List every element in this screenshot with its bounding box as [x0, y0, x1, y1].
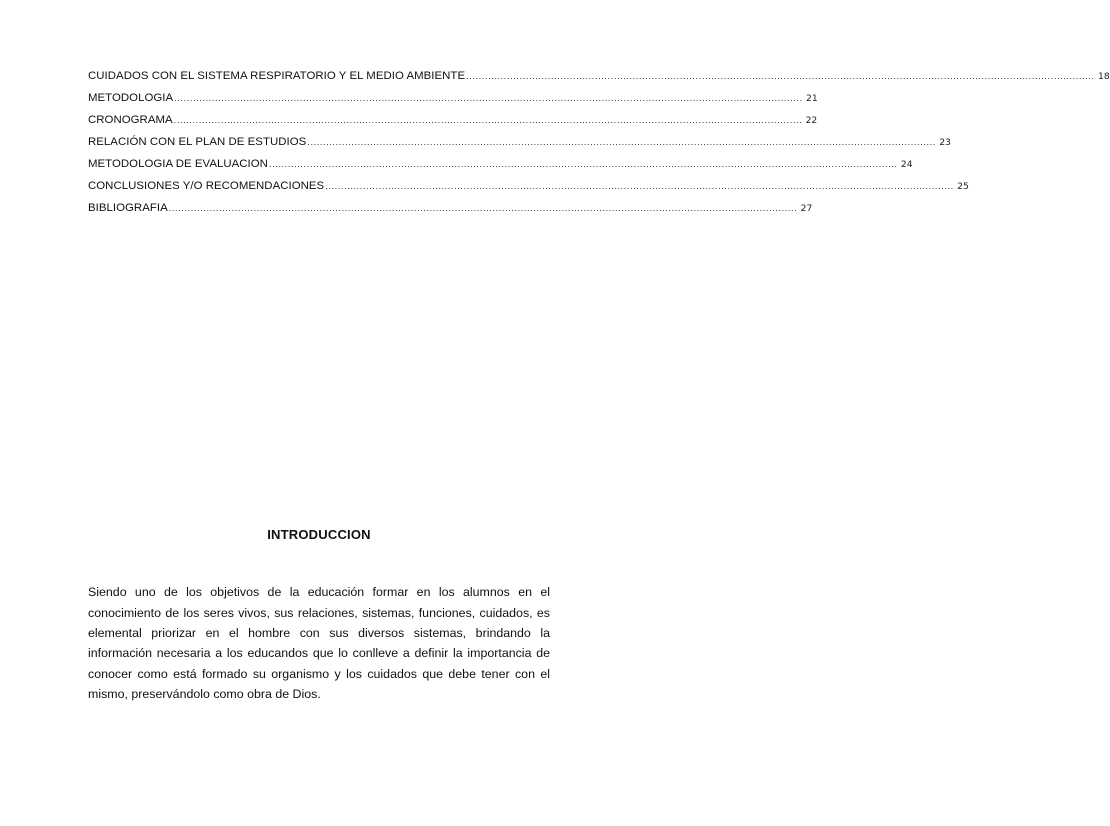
- toc-entry-title: RELACIÓN CON EL PLAN DE ESTUDIOS: [88, 136, 307, 148]
- introduction-paragraph: Siendo uno de los objetivos de la educación formar en los alumnos en el conocimiento de los seres vivos, sus relaciones, sistemas, funciones, cuidados, es elemental priorizar en el hombre con sus diversos sistemas, brindando la información necesaria a los educandos que lo conlleve a definir la importancia de conocer como está formado su organismo y los cuidados que debe tener con el mismo, preservándolo como obra de Dios.: [88, 585, 550, 701]
- toc-entry: [88, 180, 969, 202]
- toc-entry-title: METODOLOGIA DE EVALUACION: [88, 158, 268, 170]
- toc-leader-dots: ........................................................................................................................................................................................................: [268, 160, 898, 169]
- toc-entry-page: 25: [957, 181, 969, 192]
- toc-entry: [88, 92, 818, 114]
- toc-entry-page: 18: [1097, 71, 1110, 82]
- toc-leader-dots: ........................................................................................................................................................................................................: [307, 138, 936, 147]
- toc-entry-title: CRONOGRAMA: [88, 114, 173, 126]
- toc-leader-dots: ........................................................................................................................................................................................................: [168, 204, 798, 213]
- toc-entry-page: 22: [805, 115, 818, 126]
- table-of-contents: [88, 70, 1110, 224]
- toc-entry-title: CUIDADOS CON EL SISTEMA RESPIRATORIO Y EL MEDIO AMBIENTE: [88, 70, 466, 82]
- toc-leader-dots: ........................................................................................................................................................................................................: [325, 182, 954, 191]
- toc-entry-title: METODOLOGIA: [88, 92, 174, 104]
- toc-entry-page: 23: [939, 137, 951, 148]
- toc-leader-dots: ........................................................................................................................................................................................................: [174, 94, 803, 103]
- toc-entry-page: 21: [806, 93, 818, 104]
- toc-entry: [88, 202, 813, 224]
- section-heading: INTRODUCCION: [267, 527, 371, 542]
- toc-entry: [88, 158, 913, 180]
- toc-entry-title: BIBLIOGRAFIA: [88, 202, 168, 214]
- toc-entry-title: CONCLUSIONES Y/O RECOMENDACIONES: [88, 180, 325, 192]
- toc-entry: [88, 114, 818, 136]
- toc-entry-page: 27: [800, 203, 813, 214]
- toc-entry-page: 24: [900, 159, 913, 170]
- toc-entry: [88, 136, 951, 158]
- toc-leader-dots: ........................................................................................................................................................................................................: [466, 72, 1095, 81]
- toc-leader-dots: ........................................................................................................................................................................................................: [173, 116, 803, 125]
- toc-entry: [88, 70, 1110, 92]
